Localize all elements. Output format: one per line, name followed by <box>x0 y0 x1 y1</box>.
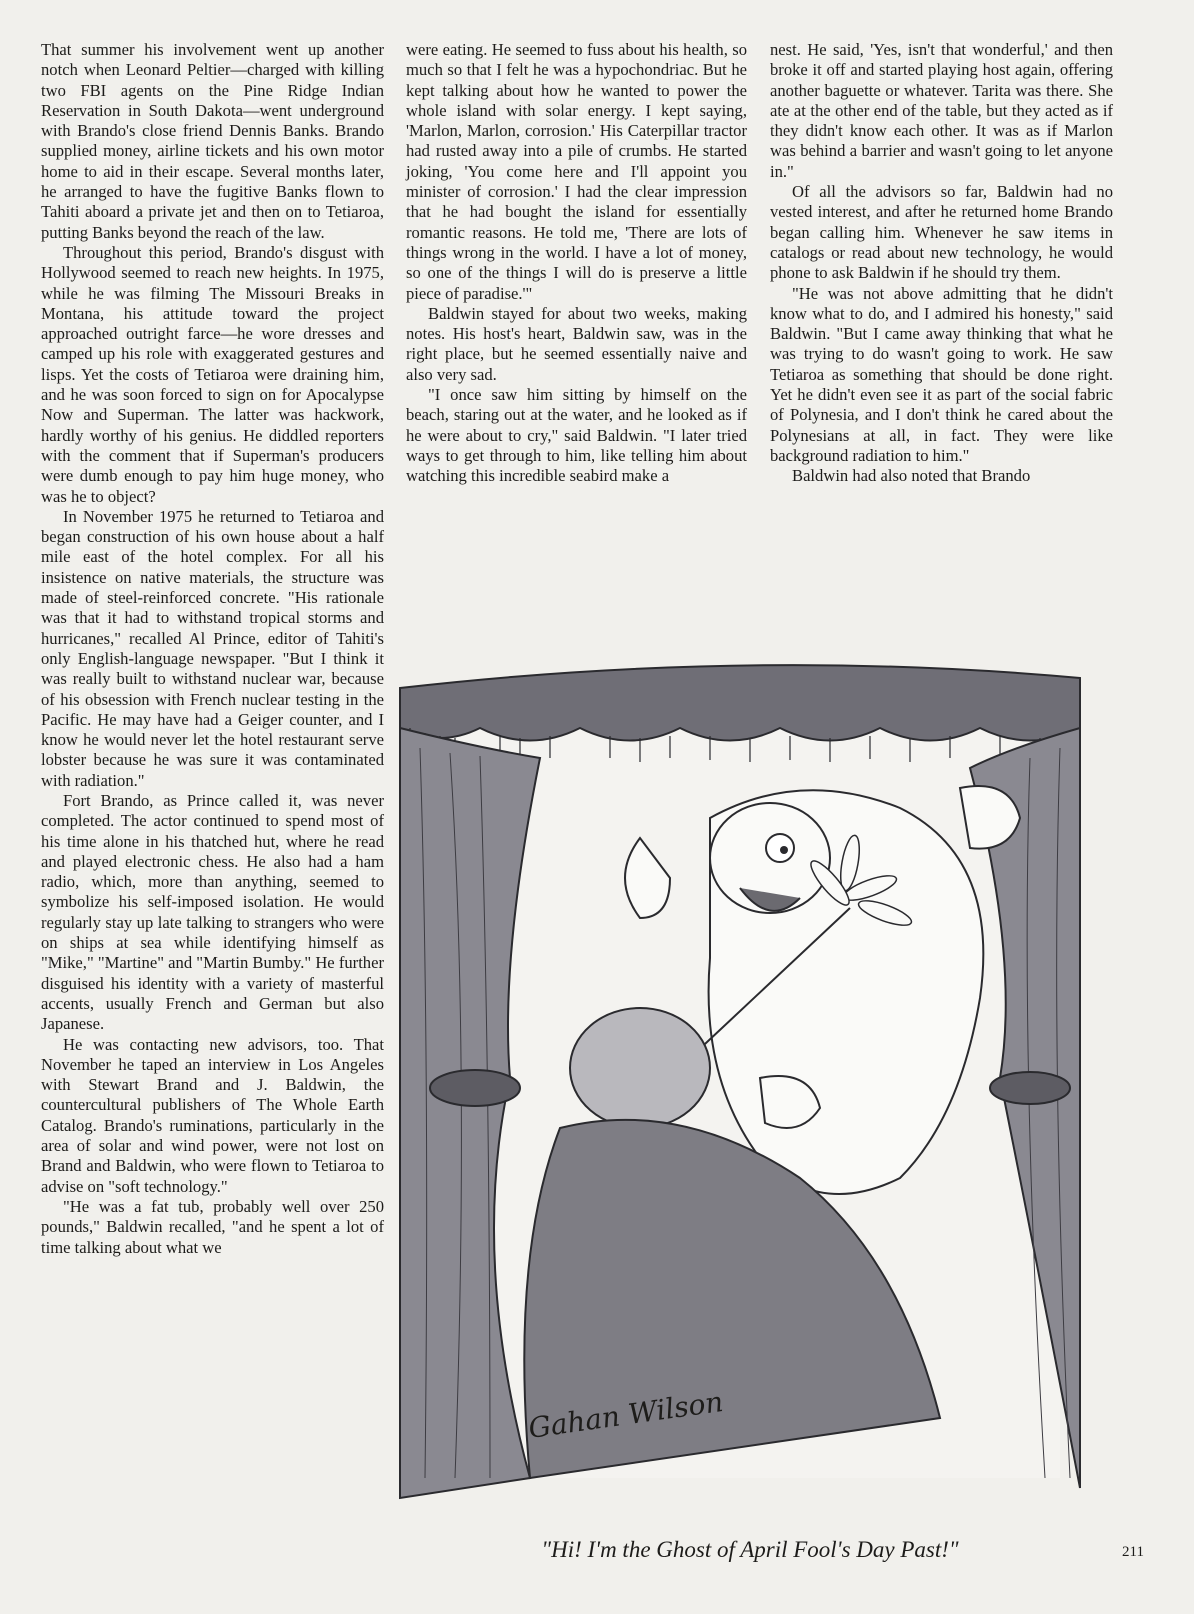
paragraph: Baldwin had also noted that Brando <box>792 466 1031 486</box>
paragraph: Baldwin stayed for about two weeks, making notes. His host's heart, Baldwin saw, was in the right place, but he seemed essentially naive and also very sad. <box>406 303 747 384</box>
page-number: 211 <box>1122 1544 1144 1560</box>
text-column-1 <box>41 40 384 1258</box>
paragraph: Throughout this period, Brando's disgust with Hollywood seemed to reach new heights. In 1975, while he was filming The Missouri Breaks in Montana, his attitude toward the project approached outright farce—he wore dresses and camped up his role with exaggerated gestures and lisps. Yet the costs of Tetiaroa were draining him, and he was soon forced to sign on for Apocalypse Now and Superman. The latter was hackwork, hardly worthy of his genius. He diddled reporters with the comment that if Superman's producers were dumb enough to pay him huge money, who was he to object? <box>41 242 384 506</box>
cartoon-illustration <box>380 658 1120 1538</box>
paragraph: nest. He said, 'Yes, isn't that wonderful,' and then broke it off and started playing host again, offering another baguette or whatever. Tarita was there. She ate at the other end of the table, but they acted as if they didn't know each other. It was as if Marlon was behind a barrier and wasn't going to let anyone in." <box>770 40 1113 181</box>
paragraph: Of all the advisors so far, Baldwin had no vested interest, and after he returned home Brando began calling him. Whenever he saw items in catalogs or read about new technology, he would phone to ask Baldwin if he should try them. <box>770 182 1113 283</box>
paragraph: He was contacting new advisors, too. That November he taped an interview in Los Angeles with Stewart Brand and J. Baldwin, the countercultural publishers of The Whole Earth Catalog. Brando's ruminations, particularly in the area of solar and wind power, were not lost on Brand and Baldwin, who were flown to Tetiaroa to advise on "soft technology." <box>41 1034 384 1196</box>
paragraph: "He was a fat tub, probably well over 250 pounds," Baldwin recalled, "and he spent a lot of time talking about what we <box>41 1196 384 1257</box>
paragraph: were eating. He seemed to fuss about his health, so much so that I felt he was a hypochondriac. But he kept talking about how he wanted to power the whole island with solar energy. I kept saying, 'Marlon, Marlon, corrosion.' His Caterpillar tractor had rusted away into a pile of crumbs. He started joking, 'You come here and I'll appoint you minister of corrosion.' I had the clear impression that he had bought the island for essentially romantic reasons. He told me, 'There are lots of things wrong in the world. I have a lot of money, so one of the things I will do is preserve a little piece of paradise.'" <box>406 40 747 303</box>
text-column-2 <box>406 40 747 487</box>
text-column-3 <box>770 40 1113 487</box>
cartoon-signature: Gahan Wilson <box>526 1384 726 1445</box>
paragraph: That summer his involvement went up another notch when Leonard Peltier—charged with killing two FBI agents on the Pine Ridge Indian Reservation in South Dakota—went underground with Brando's close friend Dennis Banks. Brando supplied money, airline tickets and his own motor home to aid in their escape. Several months later, he arranged to have the fugitive Banks flown to Tahiti aboard a private jet and then on to Tetiaroa, putting Banks beyond the reach of the law. <box>41 40 384 242</box>
paragraph: In November 1975 he returned to Tetiaroa and began construction of his own house about a half mile east of the hotel complex. For all his insistence on native materials, the structure was made of steel-reinforced concrete. "His rationale was that it had to withstand tropical storms and hurricanes," recalled Al Prince, editor of Tahiti's only English-language newspaper. "But I think it was really built to withstand nuclear war, because of his obsession with French nuclear testing in the Pacific. He may have had a Geiger counter, and I know he would never let the hotel restaurant serve lobster because he was sure it was contaminated with radiation." <box>41 506 384 790</box>
paragraph: "He was not above admitting that he didn't know what to do, and I admired his honesty," said Baldwin. "But I came away thinking that what he was trying to do wasn't going to work. He saw Tetiaroa as something that should be done right. Yet he didn't even see it as part of the social fabric of Polynesia, and I don't think he cared about the Polynesians at all, in fact. They were like background radiation to him." <box>770 283 1113 465</box>
cartoon-caption: "Hi! I'm the Ghost of April Fool's Day Past!" <box>541 1537 959 1562</box>
paragraph: "I once saw him sitting by himself on the beach, staring out at the water, and he looked as if he were about to cry," said Baldwin. "I later tried ways to get through to him, like telling him about watching this incredible seabird make a <box>406 385 747 486</box>
paragraph: Fort Brando, as Prince called it, was never completed. The actor continued to spend most of his time alone in his thatched hut, where he read and played electronic chess. He also had a ham radio, which, more than anything, seemed to symbolize his self-imposed isolation. He would regularly stay up late talking to strangers who were on ships at sea while identifying himself as "Mike," "Martine" and "Martin Bumby." He further disguised his identity with a variety of masterful accents, usually French and German but also Japanese. <box>41 790 384 1034</box>
